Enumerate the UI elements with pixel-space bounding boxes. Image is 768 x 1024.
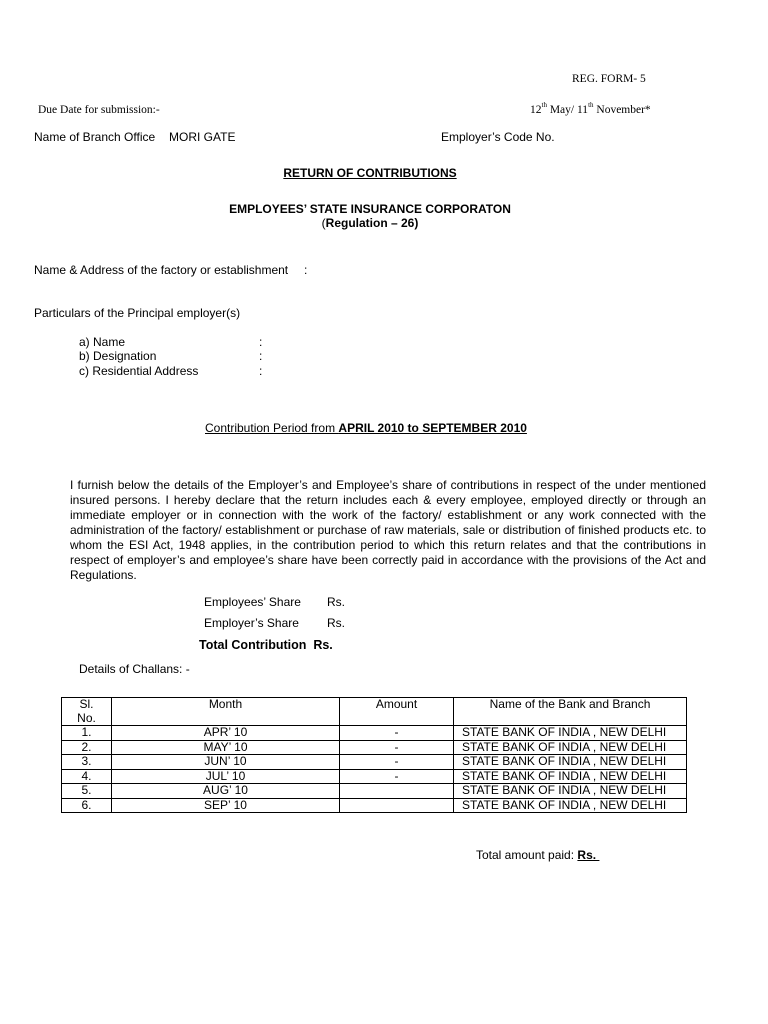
cell-amount: - [340,740,454,755]
principal-employer-label: Particulars of the Principal employer(s) [34,306,241,320]
cell-sl: 2. [62,740,112,755]
cell-bank: STATE BANK OF INDIA , NEW DELHI [454,726,687,741]
due-date-value: 12th May/ 11th November* [530,101,651,116]
cell-sl: 5. [62,784,112,799]
cell-amount [340,798,454,813]
principal-designation-colon: : [259,349,263,363]
table-row [62,784,687,799]
table-row [62,726,687,741]
table-row [62,769,687,784]
cell-bank: STATE BANK OF INDIA , NEW DELHI [454,769,687,784]
table-row [62,740,687,755]
challans-label: Details of Challans: - [79,662,190,676]
col-header-month: Month [112,698,340,726]
total-contribution: Total Contribution Rs. [199,638,333,652]
cell-amount: - [340,755,454,770]
employer-code-label: Employer’s Code No. [441,130,555,144]
cell-amount: - [340,726,454,741]
corporation-title: EMPLOYEES’ STATE INSURANCE CORPORATON [229,202,511,216]
cell-bank: STATE BANK OF INDIA , NEW DELHI [454,740,687,755]
principal-address-label: c) Residential Address [79,364,199,378]
form-number: REG. FORM- 5 [572,73,646,85]
due-date-label: Due Date for submission:- [38,104,160,116]
cell-bank: STATE BANK OF INDIA , NEW DELHI [454,784,687,799]
employers-share-label: Employer’s Share [204,616,299,630]
table-row [62,798,687,813]
col-header-amount: Amount [340,698,454,726]
cell-amount: - [340,769,454,784]
employees-share-rs: Rs. [327,595,345,609]
branch-office-value: MORI GATE [169,130,236,144]
return-title: RETURN OF CONTRIBUTIONS [283,166,457,180]
contribution-period: Contribution Period from APRIL 2010 to SEPTEMBER 2010 [205,421,527,435]
cell-sl: 4. [62,769,112,784]
cell-bank: STATE BANK OF INDIA , NEW DELHI [454,798,687,813]
challans-header-row [62,698,687,726]
employers-share-rs: Rs. [327,616,345,630]
challans-table [61,697,687,813]
col-header-bank: Name of the Bank and Branch [454,698,687,726]
cell-month: SEP’ 10 [112,798,340,813]
cell-month: JUN’ 10 [112,755,340,770]
cell-amount [340,784,454,799]
factory-address-label: Name & Address of the factory or establishment [34,263,289,277]
cell-sl: 6. [62,798,112,813]
table-row [62,755,687,770]
declaration-paragraph: I furnish below the details of the Employer’s and Employee’s share of contributions in respect of the under mentioned insured persons. I hereby declare that the return includes each & every employee, employed directly or through an immediate employer or in connection with the work of the factory/ establishment or any work connected with the administration of the factory/ establishment or purchase of raw materials, sale or distribution of finished products etc. to whom the ESI Act, 1948 applies, in the contribution period to which this return relates and that the contributions in respect of employer’s and employee’s share have been correctly paid in accordance with the provisions of the Act and Regulations. [70,478,706,582]
branch-office-label: Name of Branch Office [34,130,156,144]
cell-month: JUL’ 10 [112,769,340,784]
total-amount-paid: Total amount paid: Rs. [476,848,600,862]
principal-designation-label: b) Designation [79,349,157,363]
cell-month: MAY’ 10 [112,740,340,755]
cell-month: AUG’ 10 [112,784,340,799]
principal-name-label: a) Name [79,335,126,349]
cell-month: APR’ 10 [112,726,340,741]
cell-bank: STATE BANK OF INDIA , NEW DELHI [454,755,687,770]
regulation-subtitle: (Regulation – 26) [321,216,419,230]
factory-address-colon: : [304,263,308,277]
cell-sl: 1. [62,726,112,741]
principal-address-colon: : [259,364,263,378]
principal-name-colon: : [259,335,263,349]
cell-sl: 3. [62,755,112,770]
col-header-sl: Sl. No. [62,698,112,726]
employees-share-label: Employees’ Share [204,595,301,609]
